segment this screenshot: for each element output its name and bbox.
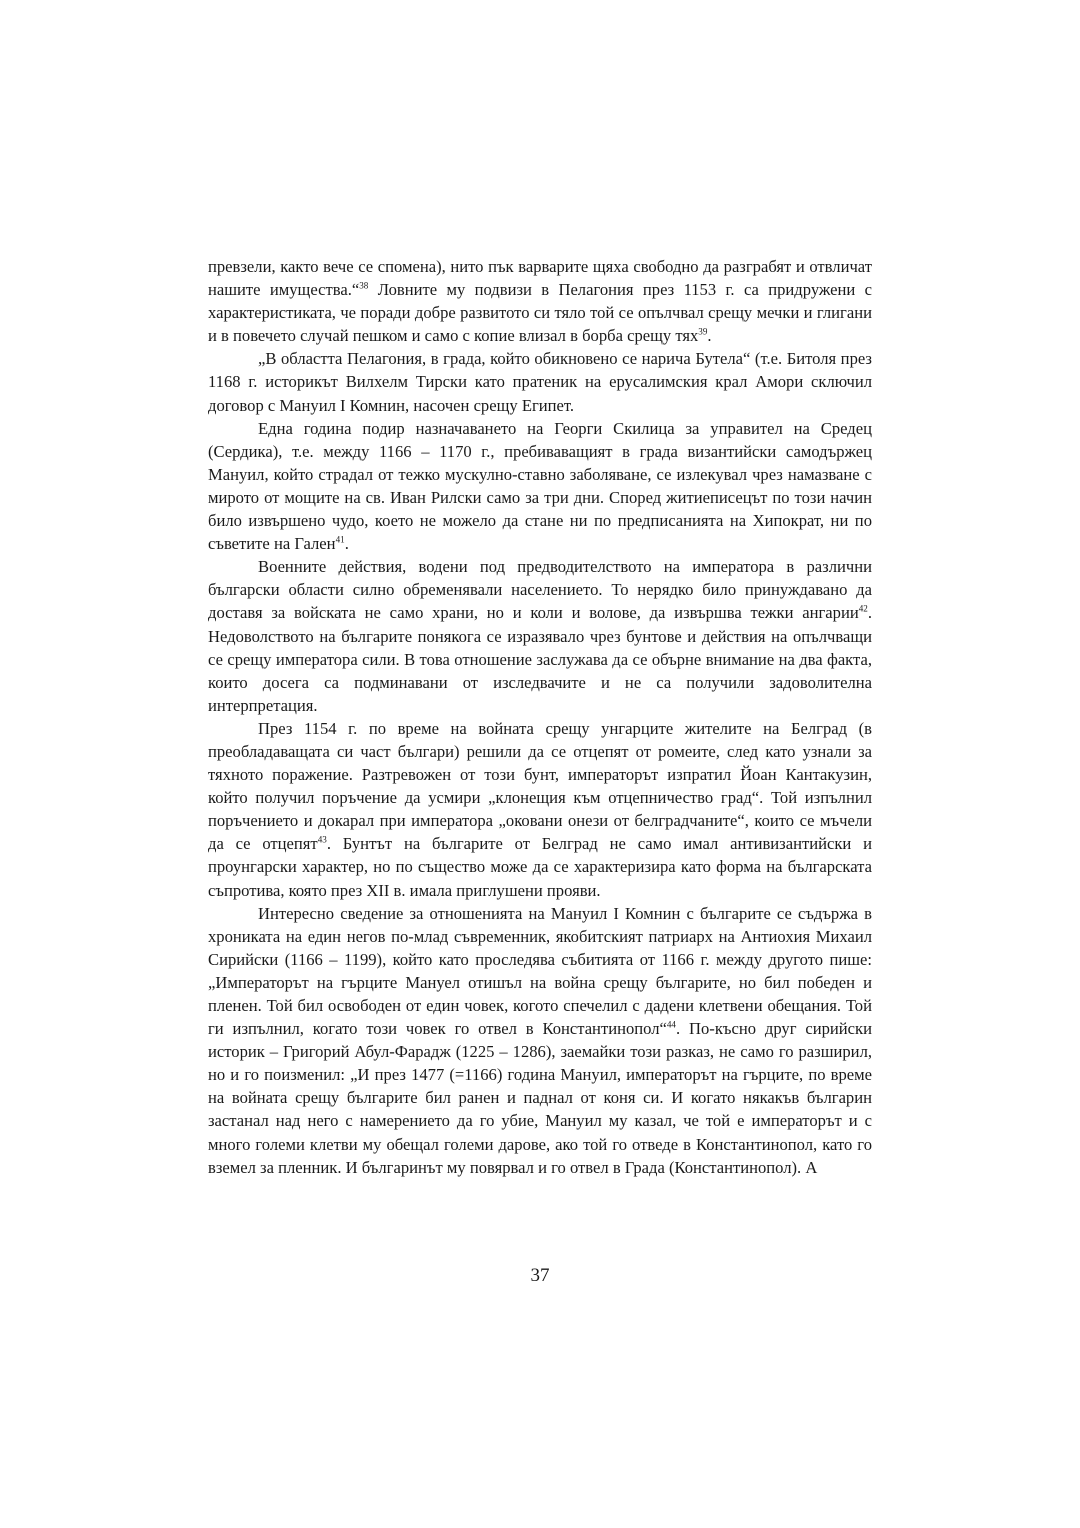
body-text	[208, 255, 872, 1179]
text-run: През 1154 г. по време на войната срещу унгарците жителите на Белград (в преобладаващата си част българи) решили да се отцепят от ромеите, след като узнали за тяхното поражение. Разтревожен от този бунт, императорът изпратил Йоан Кантакузин, който получил поръчение да усмири „клонещия към отцепничество град“. Той изпълнил поръчението и докарал при императора „оковани онези от белградчаните“, които се мъчели да се отцепят	[208, 718, 872, 854]
text-run: Интересно сведение за отношенията на Мануил I Комнин с българите се съдържа в хрониката на един негов по-млад съвременник, якобитският патриарх на Антиохия Михаил Сирийски (1166 – 1199), който като проследява събитията от 1166 г. между другото пише: „Императорът на гърците Мануел отишъл на война срещу българите, но бил победен и пленен. Той бил освободен от един човек, когото спечелил с дадени клетвени обещания. Той ги изпълнил, когато този човек го отвел в Константинопол“	[208, 903, 872, 1039]
footnote-marker: 38	[359, 280, 369, 291]
footnote-marker: 43	[317, 834, 327, 845]
text-run: . По-късно друг сирийски историк – Григорий Абул-Фарадж (1225 – 1286), заемайки този разказ, не само го разширил, но и го поизменил: „И през 1477 (=1166) година Мануил, императорът на гърците, по време на войната срещу българите бил ранен и паднал от коня си. И когато някакъв българин застанал над него с намерението да го убие, Мануил му казал, че той е императорът и с много големи клетви му обещал големи дарове, ако той го отведе в Константинопол, като го вземел за пленник. И българинът му повярвал и го отвел в Града (Константинопол). А	[208, 1019, 872, 1177]
footnote-marker: 42	[858, 603, 868, 614]
paragraph	[208, 902, 872, 1179]
text-run: превзели, както вече се спомена), нито пък варварите щяха свободно да разграбят и отвличат нашите имущества.“	[208, 257, 872, 300]
paragraph	[208, 417, 872, 556]
footnote-marker: 41	[335, 534, 345, 545]
text-run: „В областта Пелагония, в града, който обикновено се нарича Бутела“ (т.е. Битоля през 1168 г. историкът Вилхелм Тирски като пратеник на ерусалимския крал Амори сключил договор с Мануил I Комнин, насочен срещу Египет.	[208, 349, 872, 415]
text-run: Военните действия, водени под предводителството на императора в различни български области силно обременявали населението. То нерядко било принуждавано да доставя за войската не само храни, но и коли и волове, да извършва тежки ангарии	[208, 557, 872, 623]
paragraph	[208, 255, 872, 347]
footnote-marker: 44	[666, 1019, 676, 1030]
paragraph	[208, 347, 872, 416]
paragraph	[208, 555, 872, 717]
text-run: .	[344, 534, 349, 554]
text-run: Една година подир назначаването на Георги Скилица за управител на Средец (Сердика), т.е. между 1166 – 1170 г., пребиваващият в града византийски самодържец Мануил, който страдал от тежко мускулно-ставно заболяване, се излекувал чрез намазване с мирото от мощите на св. Иван Рилски само за три дни. Според житиеписецът по този начин било извършено чудо, което не можело да стане ни по предписанията на Хипократ, ни по съветите на Гален	[208, 418, 872, 554]
paragraph	[208, 717, 872, 902]
footnote-marker: 39	[698, 326, 708, 337]
text-run: .	[707, 326, 712, 346]
page-number: 37	[530, 1265, 550, 1286]
text-run: . Бунтът на българите от Белград не само имал антивизантийски и проунгарски характер, но по същество може да се характеризира като форма на българската съпротива, която през XII в. имала приглушени прояви.	[208, 834, 872, 900]
text-run: . Недоволството на българите понякога се изразявало чрез бунтове и действия на опълчващи се срещу императора сили. В това отношение заслужава да се обърне внимание на два факта, които досега са подминавани от изследвачите и не са получили задоволителна интерпретация.	[208, 603, 872, 715]
text-run: Ловните му подвизи в Пелагония през 1153 г. са придружени с характеристиката, че поради добре развитото си тяло той се опълчвал срещу мечки и глигани и в повечето случай пешком и само с копие влизал в борба срещу тях	[208, 280, 873, 346]
